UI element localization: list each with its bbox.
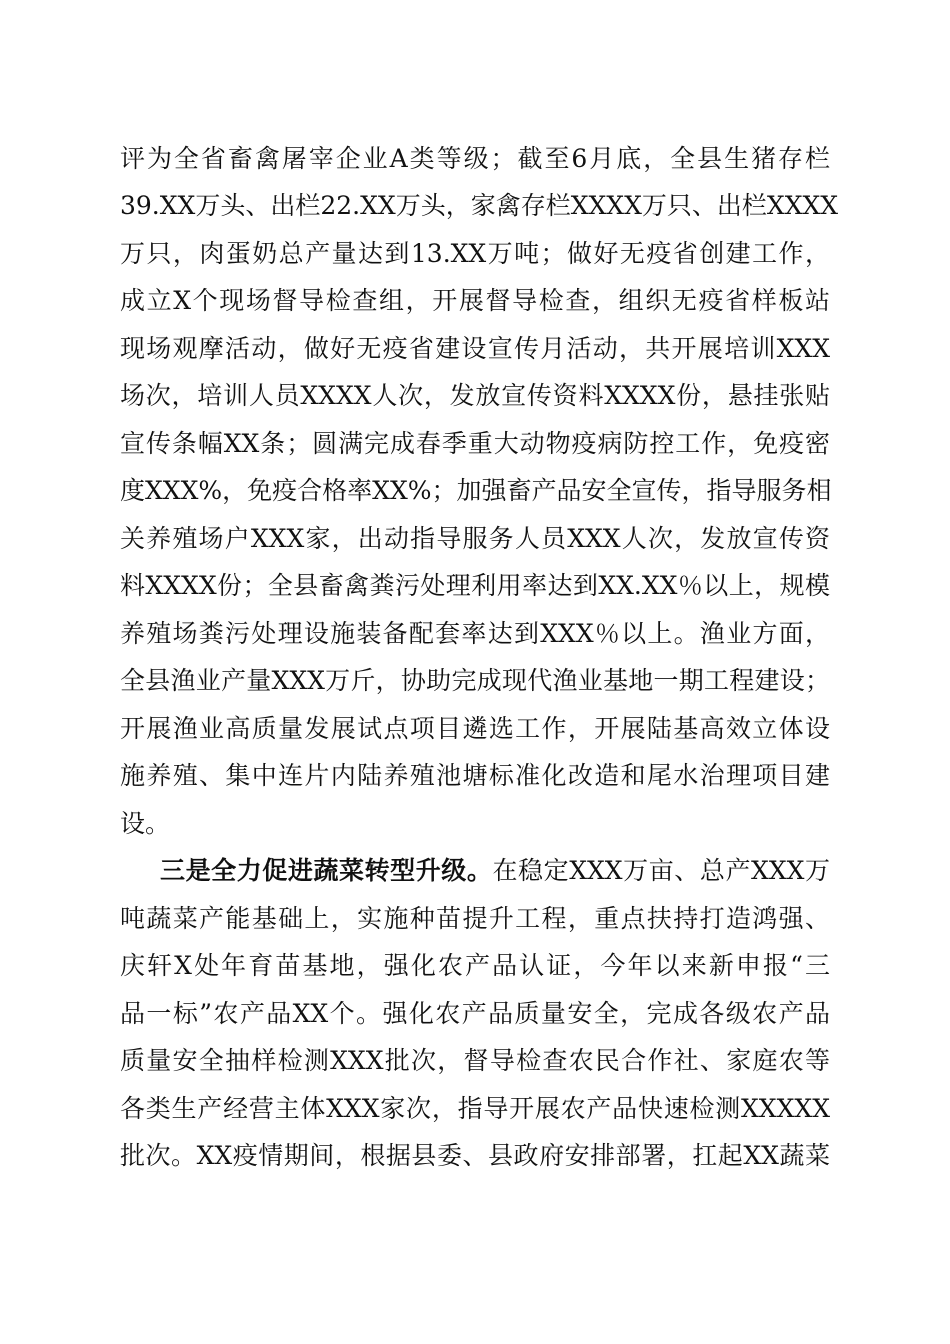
paragraph-1-line: 料XXXX份；全县畜禽粪污处理利用率达到XX.XX％以上，规模 xyxy=(120,571,830,600)
paragraph-1-line: 关养殖场户XXX家，出动指导服务人员XXX人次，发放宣传资 xyxy=(120,524,830,553)
paragraph-2-first-line-text: 在稳定XXX万亩、总产XXX万 xyxy=(492,856,830,885)
paragraph-1-line: 宣传条幅XX条；圆满完成春季重大动物疫病防控工作，免疫密 xyxy=(120,429,830,458)
paragraph-1-line: 39.XX万头、出栏22.XX万头，家禽存栏XXXX万只、出栏XXXX xyxy=(120,191,839,220)
paragraph-2-line: 庆轩X处年育苗基地，强化农产品认证，今年以来新申报“三 xyxy=(120,951,830,980)
paragraph-1-line: 现场观摩活动，做好无疫省建设宣传月活动，共开展培训XXX xyxy=(120,334,830,363)
paragraph-1-line: 成立X个现场督导检查组，开展督导检查，组织无疫省样板站 xyxy=(120,286,830,315)
paragraph-1-line: 养殖场粪污处理设施装备配套率达到XXX％以上。渔业方面， xyxy=(120,619,830,648)
paragraph-1-line: 评为全省畜禽屠宰企业A类等级；截至6月底，全县生猪存栏 xyxy=(120,144,830,173)
paragraph-1-line: 度XXX%，免疫合格率XX%；加强畜产品安全宣传，指导服务相 xyxy=(120,476,832,505)
paragraph-1-line: 设。 xyxy=(120,809,171,838)
paragraph-2-first-line xyxy=(160,855,830,887)
paragraph-2-line: 吨蔬菜产能基础上，实施种苗提升工程，重点扶持打造鸿强、 xyxy=(120,904,830,933)
paragraph-2-line: 品一标”农产品XX个。强化农产品质量安全，完成各级农产品 xyxy=(120,999,830,1028)
paragraph-2-line: 质量安全抽样检测XXX批次，督导检查农民合作社、家庭农等 xyxy=(120,1046,830,1075)
paragraph-1-line: 场次，培训人员XXXX人次，发放宣传资料XXXX份，悬挂张贴 xyxy=(120,381,830,410)
paragraph-1-line: 万只，肉蛋奶总产量达到13.XX万吨；做好无疫省创建工作， xyxy=(120,239,830,268)
paragraph-2-heading: 三是全力促进蔬菜转型升级。 xyxy=(160,856,493,885)
paragraph-1-line: 开展渔业高质量发展试点项目遴选工作，开展陆基高效立体设 xyxy=(120,714,830,743)
paragraph-1-line: 全县渔业产量XXX万斤，协助完成现代渔业基地一期工程建设； xyxy=(120,666,830,695)
paragraph-2-line: 批次。XX疫情期间，根据县委、县政府安排部署，扛起XX蔬菜 xyxy=(120,1141,830,1170)
paragraph-2-line: 各类生产经营主体XXX家次，指导开展农产品快速检测XXXXX xyxy=(120,1094,830,1123)
paragraph-1-line: 施养殖、集中连片内陆养殖池塘标准化改造和尾水治理项目建 xyxy=(120,761,830,790)
